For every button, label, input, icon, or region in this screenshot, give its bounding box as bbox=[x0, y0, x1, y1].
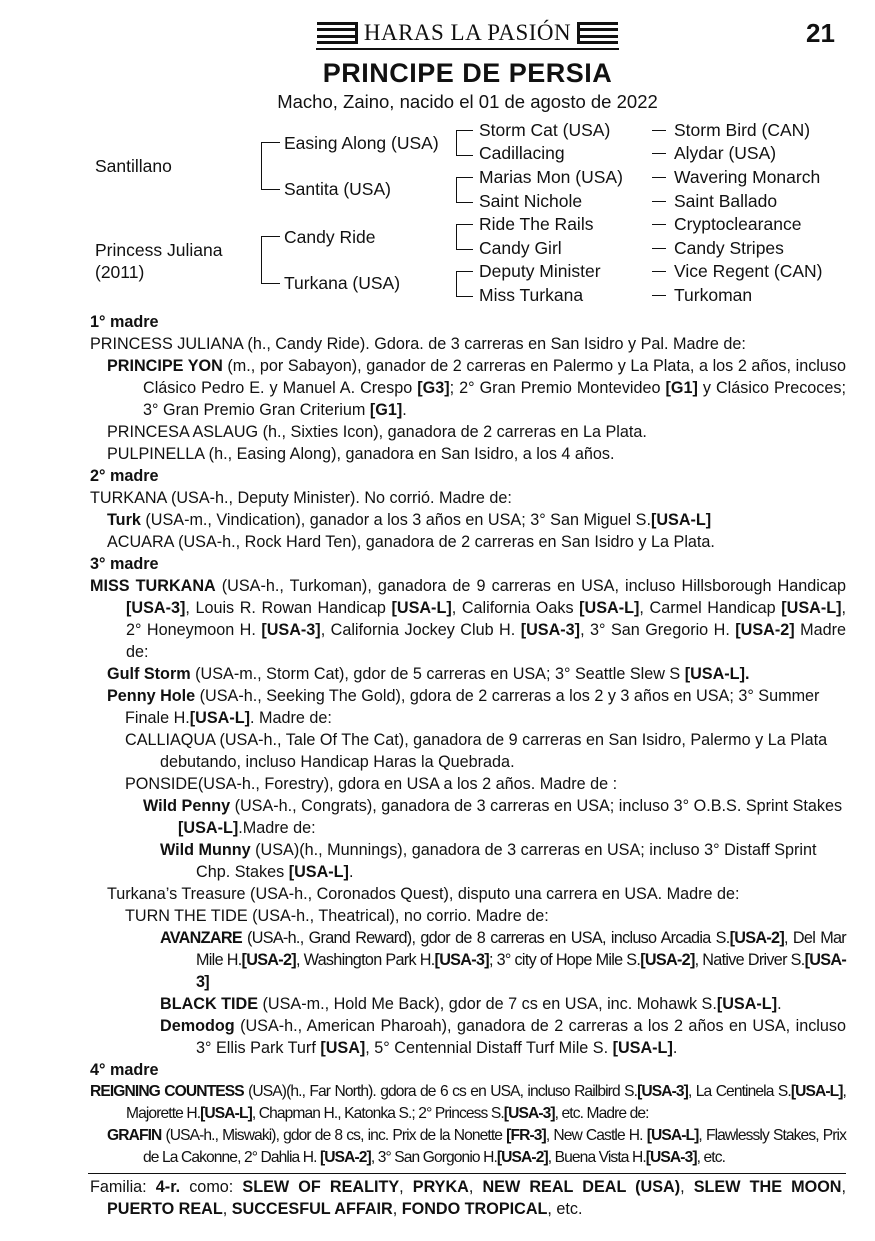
pedigree-gen3: Ride The Rails bbox=[479, 214, 594, 234]
dam-entry: TURKANA (USA-h., Deputy Minister). No corrió. Madre de: bbox=[90, 489, 512, 507]
pedigree-dash bbox=[652, 201, 666, 202]
entry-text: , bbox=[468, 1178, 483, 1196]
horse-name-bold: AVANZARE bbox=[160, 929, 242, 947]
pedigree-gen2: Santita (USA) bbox=[284, 179, 391, 199]
grade-badge: [USA-L] bbox=[781, 599, 842, 617]
grade-badge: [G3] bbox=[417, 379, 450, 397]
grade-badge: [USA-2] bbox=[729, 929, 785, 947]
entry-text: , bbox=[680, 1178, 694, 1196]
entry-text: (USA-m., Hold Me Back), gdor de 7 cs en USA, inc. Mohawk S. bbox=[258, 995, 717, 1013]
pedigree-bracket bbox=[261, 236, 280, 284]
entry-text: , New Castle H. bbox=[545, 1127, 647, 1144]
pedigree-dash bbox=[652, 130, 666, 131]
pedigree-gen4: Storm Bird (CAN) bbox=[674, 120, 811, 140]
pedigree-dash bbox=[652, 295, 666, 296]
entry-text: , California Oaks bbox=[451, 599, 580, 617]
grade-badge: [USA-3] bbox=[126, 599, 186, 617]
produce-entry: PULPINELLA (h., Easing Along), ganadora en San Isidro, a los 4 años. bbox=[107, 445, 615, 463]
pedigree-dash bbox=[652, 177, 666, 178]
entry-text: (USA-h., Congrats), ganadora de 3 carreras en USA; incluso 3° O.B.S. Sprint Stakes bbox=[230, 797, 843, 815]
grade-badge: [USA-L] bbox=[288, 863, 349, 881]
grade-badge: [USA-2] bbox=[319, 1149, 371, 1166]
entry-text: , La Centinela S. bbox=[687, 1083, 791, 1100]
horse-name-bold: Turk bbox=[107, 511, 141, 529]
entry-text: , 3° San Gregorio H. bbox=[580, 621, 736, 639]
pedigree-bracket bbox=[261, 142, 280, 190]
pedigree-sire: Santillano bbox=[95, 156, 172, 176]
grade-badge: [USA-L] bbox=[189, 709, 251, 727]
produce-entry: PONSIDE(USA-h., Forestry), gdora en USA a los 2 años. Madre de : bbox=[125, 775, 618, 793]
grade-badge: [USA-3] bbox=[637, 1083, 688, 1100]
pedigree-gen4: Cryptoclearance bbox=[674, 214, 802, 234]
family-label: Familia: bbox=[90, 1178, 156, 1196]
entry-text: , Native Driver S. bbox=[694, 951, 805, 969]
entry-text: (m., por Sabayon), ganador de 2 carreras en Palermo y La Plata, a los 2 años, incluso Clásico Pedro E. y Manuel A. Crespo bbox=[143, 357, 846, 397]
brand-name: HARAS LA PASIÓN bbox=[363, 20, 572, 45]
entry-text: , Flawlessly Stakes, Prix de La Cakonne, 2° Dahlia H. bbox=[143, 1127, 846, 1166]
family-number: 4-r. bbox=[155, 1178, 181, 1196]
family-horse: SUCCESFUL AFFAIR bbox=[231, 1200, 393, 1218]
pedigree-gen4: Candy Stripes bbox=[674, 238, 784, 258]
pedigree-gen3: Miss Turkana bbox=[479, 285, 584, 305]
brand-banner bbox=[316, 18, 619, 48]
produce-entry: CALLIAQUA (USA-h., Tale Of The Cat), ganadora de 9 carreras en San Isidro, Palermo y La Plata debutando, incluso Handicap Haras la Quebrada. bbox=[125, 731, 828, 771]
grade-badge: [USA-L] bbox=[200, 1105, 252, 1122]
horse-name-bold: GRAFIN bbox=[107, 1127, 162, 1144]
entry-text: , bbox=[399, 1178, 413, 1196]
entry-text: (USA-m., Vindication), ganador a los 3 años en USA; 3° San Miguel S. bbox=[140, 511, 651, 529]
entry-text: , Del Mar Mile H. bbox=[196, 929, 846, 969]
entry-text: (USA-h., Grand Reward), gdor de 8 carreras en USA, incluso Arcadia S. bbox=[241, 929, 730, 947]
pedigree-gen2: Easing Along (USA) bbox=[284, 133, 439, 153]
produce-entry bbox=[90, 795, 846, 839]
entry-text: . Madre de: bbox=[250, 709, 332, 727]
banner-bars-right-icon bbox=[577, 22, 618, 44]
grade-badge: [USA-2] bbox=[640, 951, 695, 969]
entry-text: . bbox=[777, 995, 782, 1013]
pedigree-gen3: Saint Nichole bbox=[479, 191, 583, 211]
entry-text: . bbox=[348, 863, 354, 881]
dam-entry: PRINCESS JULIANA (h., Candy Ride). Gdora. de 3 carreras en San Isidro y Pal. Madre de: bbox=[90, 335, 746, 353]
grade-badge: [USA-L] bbox=[650, 511, 712, 529]
section-heading: 3° madre bbox=[90, 555, 159, 573]
pedigree-bracket bbox=[456, 130, 473, 156]
pedigree-gen4: Vice Regent (CAN) bbox=[674, 261, 823, 281]
entry-text: (USA-h., Turkoman), ganadora de 9 carreras en USA, incluso Hillsborough Handicap bbox=[215, 577, 846, 595]
horse-name-bold: Wild Penny bbox=[143, 797, 231, 815]
grade-badge: [FR-3] bbox=[506, 1127, 546, 1144]
produce-entry: Turkana’s Treasure (USA-h., Coronados Quest), disputo una carrera en USA. Madre de: bbox=[107, 885, 740, 903]
entry-text: , etc. bbox=[547, 1200, 583, 1218]
pedigree-dash bbox=[652, 224, 666, 225]
pedigree-bracket bbox=[456, 224, 473, 250]
entry-text: . bbox=[672, 1039, 678, 1057]
horse-name-bold: Gulf Storm bbox=[107, 665, 191, 683]
pedigree-gen3: Candy Girl bbox=[479, 238, 562, 258]
grade-badge: [USA-L] bbox=[612, 1039, 673, 1057]
pedigree-gen2: Turkana (USA) bbox=[284, 273, 401, 293]
pedigree-dam-year: (2011) bbox=[95, 262, 145, 282]
family-horse: SLEW THE MOON bbox=[693, 1178, 842, 1196]
pedigree-dash bbox=[652, 153, 666, 154]
entry-text: ; 3° city of Hope Mile S. bbox=[488, 951, 641, 969]
produce-entry bbox=[90, 663, 846, 685]
entry-text: , Buena Vista H. bbox=[547, 1149, 646, 1166]
pedigree-dam-name: Princess Juliana bbox=[95, 240, 223, 260]
grade-badge: [USA-3] bbox=[503, 1105, 555, 1122]
pedigree-gen4: Saint Ballado bbox=[674, 191, 778, 211]
produce-entry: TURN THE TIDE (USA-h., Theatrical), no corrio. Madre de: bbox=[125, 907, 549, 925]
brand-underline bbox=[316, 48, 619, 50]
pedigree-gen4: Alydar (USA) bbox=[674, 143, 777, 163]
produce-entry bbox=[90, 355, 846, 421]
grade-badge: [USA-L] bbox=[391, 599, 452, 617]
grade-badge: [USA-L] bbox=[178, 819, 239, 837]
grade-badge: [USA-2] bbox=[496, 1149, 548, 1166]
dam-entry bbox=[90, 1081, 846, 1125]
entry-text: (USA)(h., Far North). gdora de 6 cs en USA, incluso Railbird S. bbox=[243, 1083, 638, 1100]
pedigree-bracket bbox=[456, 177, 473, 203]
entry-text: , Majorette H. bbox=[126, 1083, 846, 1122]
produce-entry bbox=[90, 993, 846, 1015]
grade-badge: [USA-3] bbox=[196, 951, 847, 991]
section-heading: 2° madre bbox=[90, 467, 159, 485]
entry-text: , California Jockey Club H. bbox=[320, 621, 521, 639]
grade-badge: [G1] bbox=[369, 401, 403, 419]
entry-text: .Madre de: bbox=[238, 819, 316, 837]
entry-text: , etc. Madre de: bbox=[554, 1105, 649, 1122]
horse-subtitle: Macho, Zaino, nacido el 01 de agosto de 2022 bbox=[277, 91, 658, 112]
family-horse: NEW REAL DEAL (USA) bbox=[482, 1178, 681, 1196]
grade-badge: [USA-L] bbox=[716, 995, 778, 1013]
family-line bbox=[90, 1176, 846, 1220]
produce-entry: PRINCESA ASLAUG (h., Sixties Icon), ganadora de 2 carreras en La Plata. bbox=[107, 423, 647, 441]
pedigree-gen4: Turkoman bbox=[674, 285, 753, 305]
entry-text: (USA)(h., Munnings), ganadora de 3 carreras en USA; incluso 3° Distaff Sprint Chp. Stakes bbox=[196, 841, 817, 881]
entry-text: como: bbox=[180, 1178, 243, 1196]
entry-text: , etc. bbox=[696, 1149, 726, 1166]
horse-name-bold: REIGNING COUNTESS bbox=[90, 1083, 244, 1100]
section-heading: 4° madre bbox=[90, 1061, 159, 1079]
entry-text: , bbox=[222, 1200, 232, 1218]
family-horse: FONDO TROPICAL bbox=[401, 1200, 548, 1218]
pedigree-bracket bbox=[456, 271, 473, 297]
page-number: 21 bbox=[806, 18, 835, 48]
entry-text: , Louis R. Rowan Handicap bbox=[185, 599, 392, 617]
pedigree-gen4: Wavering Monarch bbox=[674, 167, 821, 187]
entry-text: (USA-h., Miswaki), gdor de 8 cs, inc. Prix de la Nonette bbox=[161, 1127, 507, 1144]
horse-name: PRINCIPE DE PERSIA bbox=[322, 58, 613, 88]
banner-bars-left-icon bbox=[317, 22, 358, 44]
entry-text: , 5° Centennial Distaff Turf Mile S. bbox=[365, 1039, 613, 1057]
produce-record bbox=[90, 311, 846, 1220]
entry-text: , bbox=[841, 1178, 846, 1196]
produce-entry bbox=[90, 1125, 846, 1169]
entry-text: (USA-h., American Pharoah), ganadora de 2 carreras a los 2 años en USA, incluso 3° Ellis Park Turf bbox=[196, 1017, 846, 1057]
section-heading: 1° madre bbox=[90, 313, 159, 331]
produce-entry bbox=[90, 839, 846, 883]
grade-badge: [USA-2] bbox=[241, 951, 296, 969]
grade-badge: [USA-L] bbox=[790, 1083, 843, 1100]
grade-badge: [USA-3] bbox=[520, 621, 581, 639]
horse-name-bold: MISS TURKANA bbox=[90, 577, 216, 595]
horse-name-bold: BLACK TIDE bbox=[160, 995, 259, 1013]
produce-entry: ACUARA (USA-h., Rock Hard Ten), ganadora de 2 carreras en San Isidro y La Plata. bbox=[107, 533, 715, 551]
grade-badge: [USA-3] bbox=[261, 621, 321, 639]
pedigree-dash bbox=[652, 248, 666, 249]
entry-text: , bbox=[392, 1200, 402, 1218]
grade-badge: [USA-2] bbox=[735, 621, 795, 639]
entry-text: , 2° Honeymoon H. bbox=[126, 599, 846, 639]
produce-entry bbox=[90, 927, 846, 993]
family-divider bbox=[88, 1173, 846, 1174]
pedigree-gen2: Candy Ride bbox=[284, 227, 376, 247]
produce-entry bbox=[90, 1015, 846, 1059]
grade-badge: [USA] bbox=[320, 1039, 366, 1057]
horse-name-bold: PRINCIPE YON bbox=[107, 357, 223, 375]
family-horse: PRYKA bbox=[412, 1178, 469, 1196]
grade-badge: [USA-L]. bbox=[684, 665, 750, 683]
grade-badge: [USA-L] bbox=[646, 1127, 699, 1144]
pedigree-dam bbox=[95, 239, 222, 283]
entry-text: y Clásico Precoces; 3° Gran Premio Gran Criterium bbox=[143, 379, 846, 419]
entry-text: , Chapman H., Katonka S.; 2° Princess S. bbox=[251, 1105, 504, 1122]
entry-text: , 3° San Gorgonio H. bbox=[370, 1149, 497, 1166]
horse-name-bold: Wild Munny bbox=[160, 841, 251, 859]
family-horse: PUERTO REAL bbox=[107, 1200, 223, 1218]
produce-entry bbox=[90, 509, 846, 531]
family-horse: SLEW OF REALITY bbox=[242, 1178, 400, 1196]
horse-name-bold: Penny Hole bbox=[107, 687, 196, 705]
horse-name-bold: Demodog bbox=[160, 1017, 235, 1035]
entry-text: (USA-m., Storm Cat), gdor de 5 carreras en USA; 3° Seattle Slew S bbox=[190, 665, 685, 683]
pedigree-gen3: Marias Mon (USA) bbox=[479, 167, 623, 187]
pedigree-gen3: Storm Cat (USA) bbox=[479, 120, 611, 140]
grade-badge: [USA-3] bbox=[434, 951, 489, 969]
pedigree-dash bbox=[652, 271, 666, 272]
entry-text: Madre de: bbox=[126, 621, 846, 661]
grade-badge: [G1] bbox=[665, 379, 698, 397]
grade-badge: [USA-3] bbox=[645, 1149, 697, 1166]
pedigree-gen3: Cadillacing bbox=[479, 143, 565, 163]
grade-badge: [USA-L] bbox=[579, 599, 640, 617]
produce-entry bbox=[90, 685, 846, 729]
entry-text: , Washington Park H. bbox=[295, 951, 435, 969]
dam-entry bbox=[90, 575, 846, 663]
pedigree-gen3: Deputy Minister bbox=[479, 261, 601, 281]
entry-text: (USA-h., Seeking The Gold), gdora de 2 carreras a los 2 y 3 años en USA; 3° Summer Finale H. bbox=[125, 687, 820, 727]
entry-text: ; 2° Gran Premio Montevideo bbox=[449, 379, 666, 397]
entry-text: . bbox=[402, 401, 407, 419]
entry-text: , Carmel Handicap bbox=[639, 599, 782, 617]
